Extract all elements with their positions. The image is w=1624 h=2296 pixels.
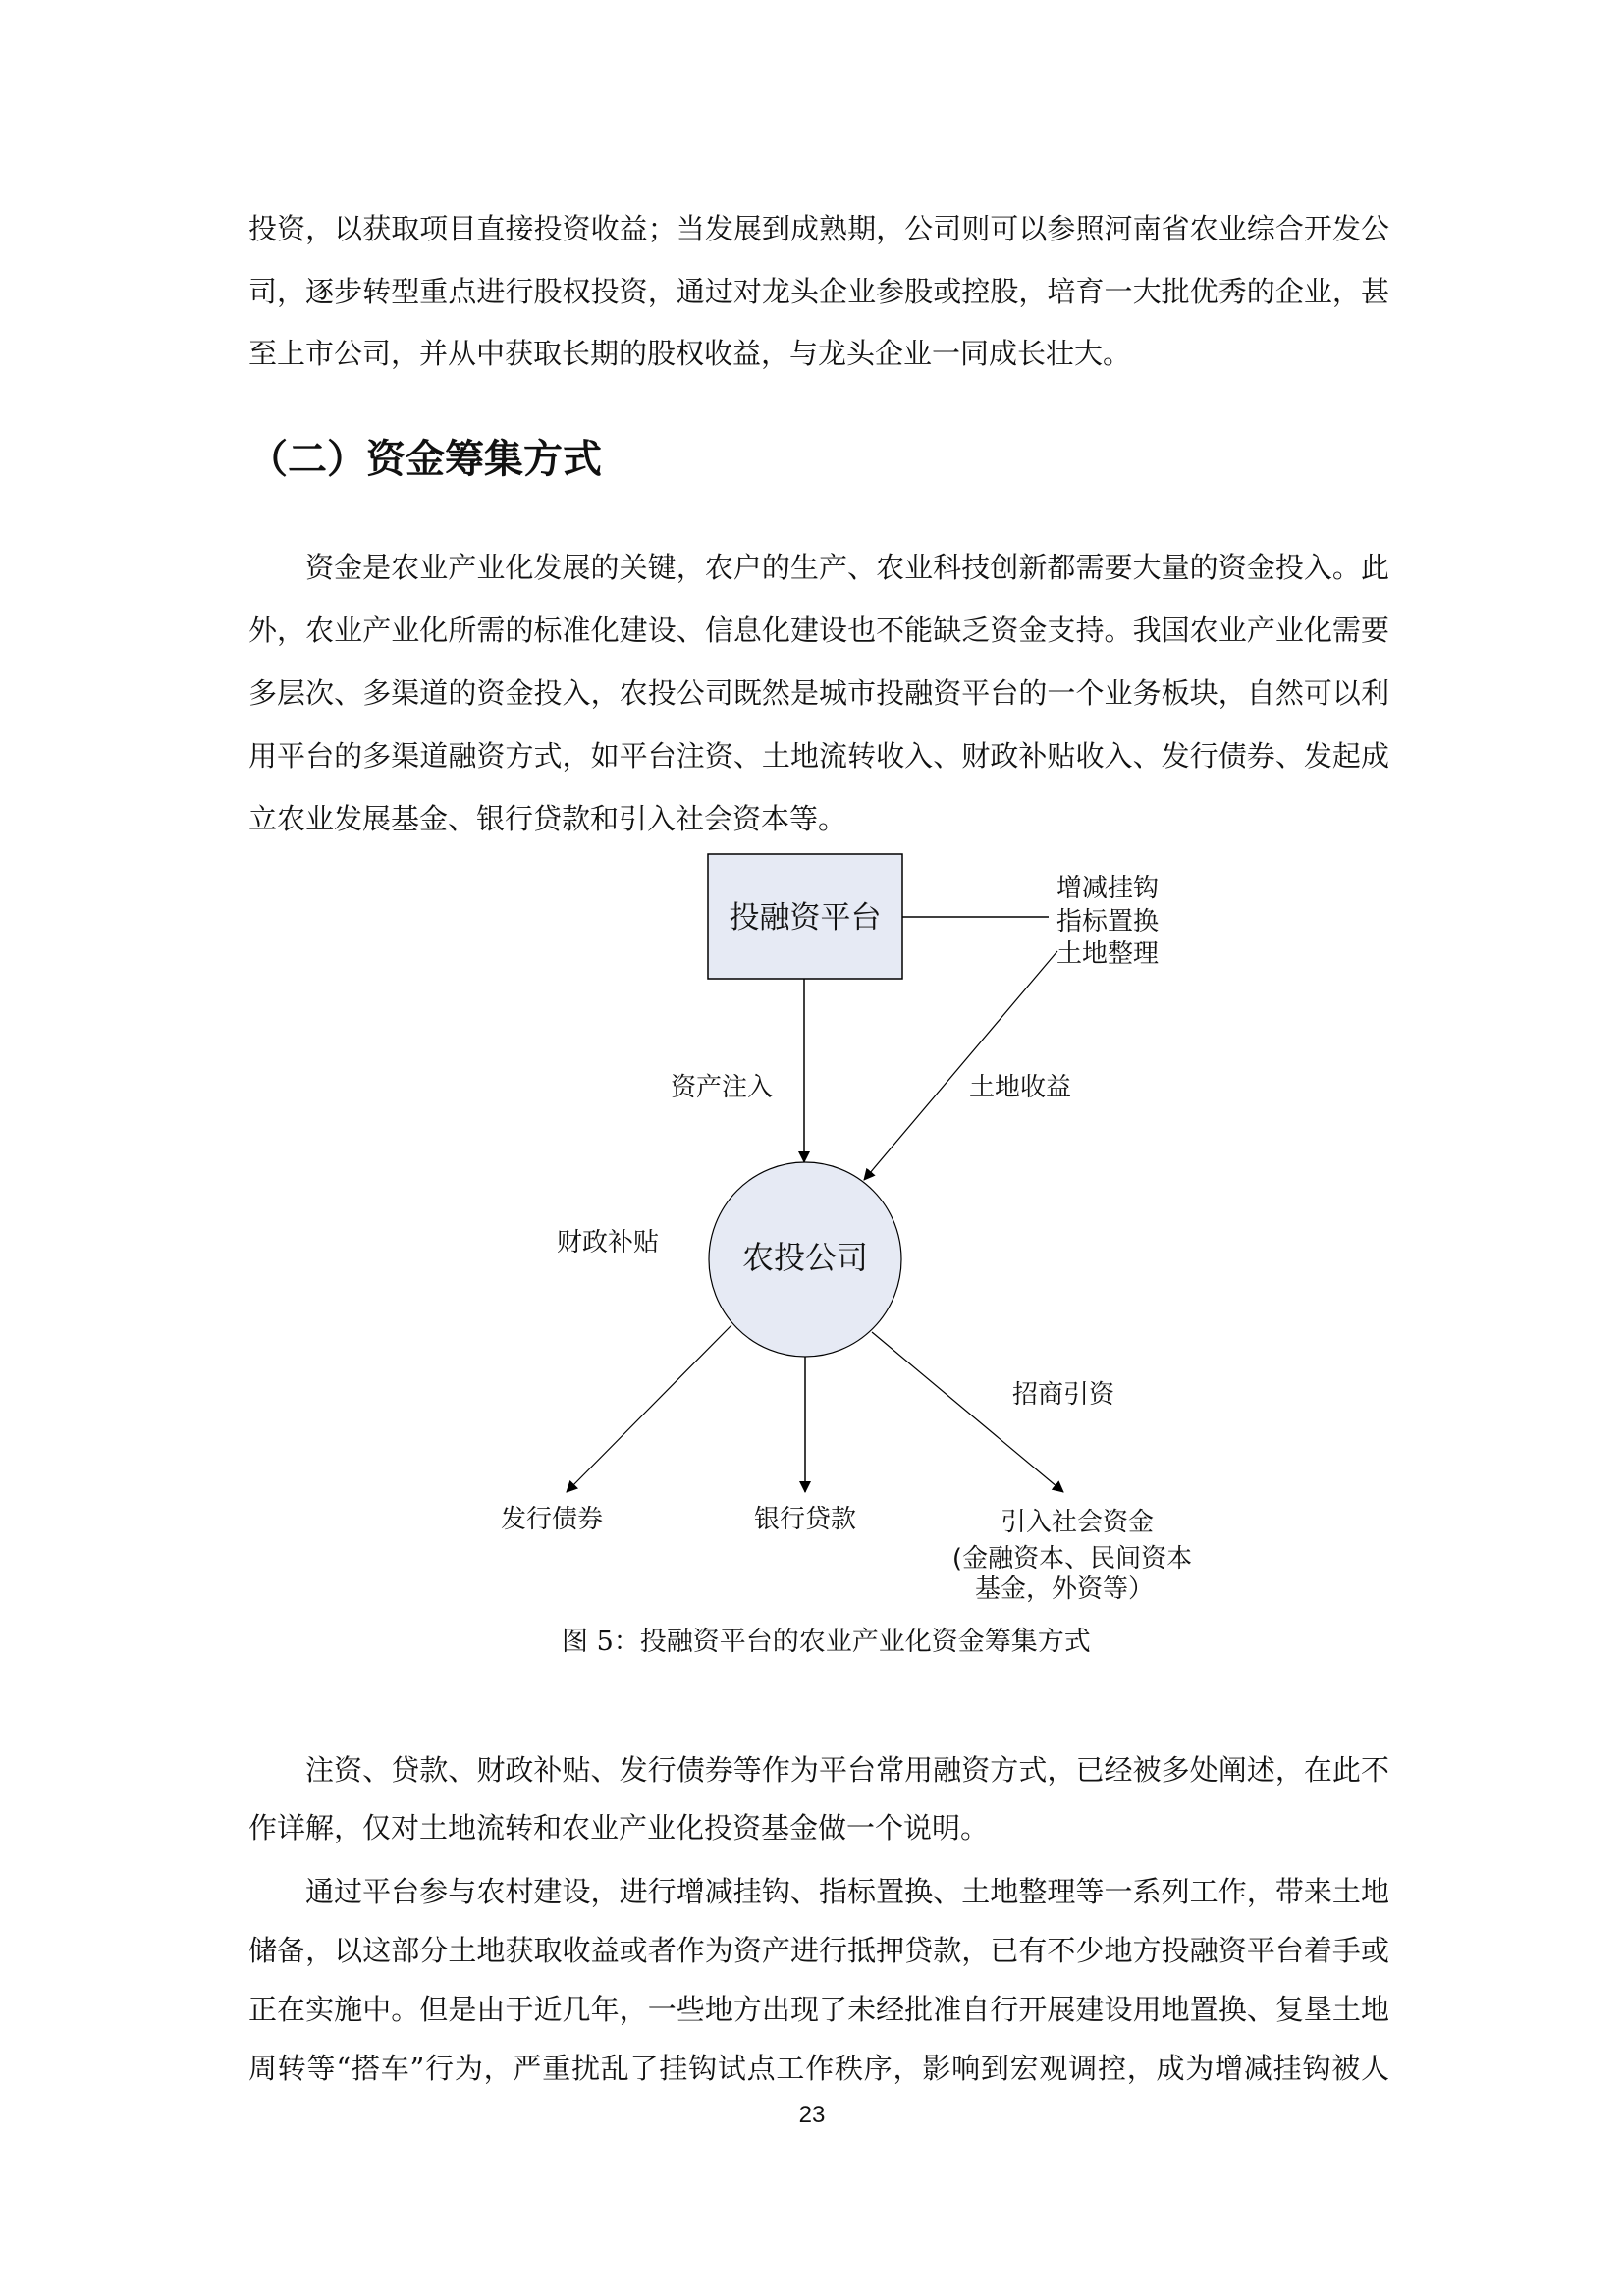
- paragraph-line: 正在实施中。但是由于近几年，一些地方出现了未经批准自行开展建设用地置换、复垦土地: [248, 1993, 1389, 2026]
- asset-injection-label: 资产注入: [670, 1073, 774, 1102]
- paragraph-line: 司，逐步转型重点进行股权投资，通过对龙头企业参股或控股，培育一大批优秀的企业，甚: [248, 275, 1389, 308]
- paragraph-line: 投资，以获取项目直接投资收益；当发展到成熟期，公司则可以参照河南省农业综合开发公: [248, 212, 1389, 245]
- land-op-label: 增减挂钩: [1056, 874, 1160, 903]
- social-capital-arrow: [872, 1332, 1063, 1492]
- bank-loans-label: 银行贷款: [753, 1505, 857, 1534]
- land-op-label: 指标置换: [1056, 907, 1160, 936]
- bonds-arrow: [567, 1325, 731, 1492]
- platform-box-label: 投融资平台: [729, 900, 882, 935]
- paragraph-line: 作详解，仅对土地流转和农业产业化投资基金做一个说明。: [248, 1811, 990, 1844]
- social-capital-detail: (金融资本、民间资本: [951, 1544, 1193, 1574]
- land-income-arrow: [864, 951, 1057, 1180]
- paragraph-line: 多层次、多渠道的资金投入，农投公司既然是城市投融资平台的一个业务板块，自然可以利: [248, 676, 1389, 710]
- center-node-label: 农投公司: [741, 1239, 869, 1276]
- social-capital-detail: 基金，外资等）: [974, 1575, 1155, 1604]
- page-number: 23: [798, 2102, 826, 2128]
- paragraph-line: 储备，以这部分土地获取收益或者作为资产进行抵押贷款，已有不少地方投融资平台着手或: [248, 1934, 1389, 1967]
- figure-caption: 图 5：投融资平台的农业产业化资金筹集方式: [562, 1627, 1091, 1657]
- paragraph-line: 至上市公司，并从中获取长期的股权收益，与龙头企业一同成长壮大。: [248, 337, 1132, 370]
- paragraph-line: 用平台的多渠道融资方式，如平台注资、土地流转收入、财政补贴收入、发行债券、发起成: [248, 739, 1389, 773]
- paragraph-line: 资金是农业产业化发展的关键，农户的生产、农业科技创新都需要大量的资金投入。此: [305, 551, 1389, 584]
- paragraph-line: 通过平台参与农村建设，进行增减挂钩、指标置换、土地整理等一系列工作，带来土地: [305, 1875, 1389, 1908]
- land-op-label: 土地整理: [1056, 939, 1160, 969]
- paragraph-line: 外，农业产业化所需的标准化建设、信息化建设也不能缺乏资金支持。我国农业产业化需要: [248, 614, 1389, 647]
- section-heading: （二）资金筹集方式: [248, 436, 602, 482]
- social-capital-label: 引入社会资金: [1000, 1508, 1155, 1537]
- fiscal-subsidy-label: 财政补贴: [556, 1228, 660, 1257]
- land-income-label: 土地收益: [968, 1073, 1072, 1102]
- paragraph-line: 注资、贷款、财政补贴、发行债券等作为平台常用融资方式，已经被多处阐述，在此不: [305, 1753, 1389, 1787]
- paragraph-line: 周转等“搭车”行为，严重扰乱了挂钩试点工作秩序，影响到宏观调控，成为增减挂钩被人: [248, 2052, 1389, 2085]
- paragraph-line: 立农业发展基金、银行贷款和引入社会资本等。: [248, 802, 847, 835]
- investment-attraction-label: 招商引资: [1011, 1380, 1115, 1410]
- bonds-label: 发行债券: [500, 1505, 604, 1534]
